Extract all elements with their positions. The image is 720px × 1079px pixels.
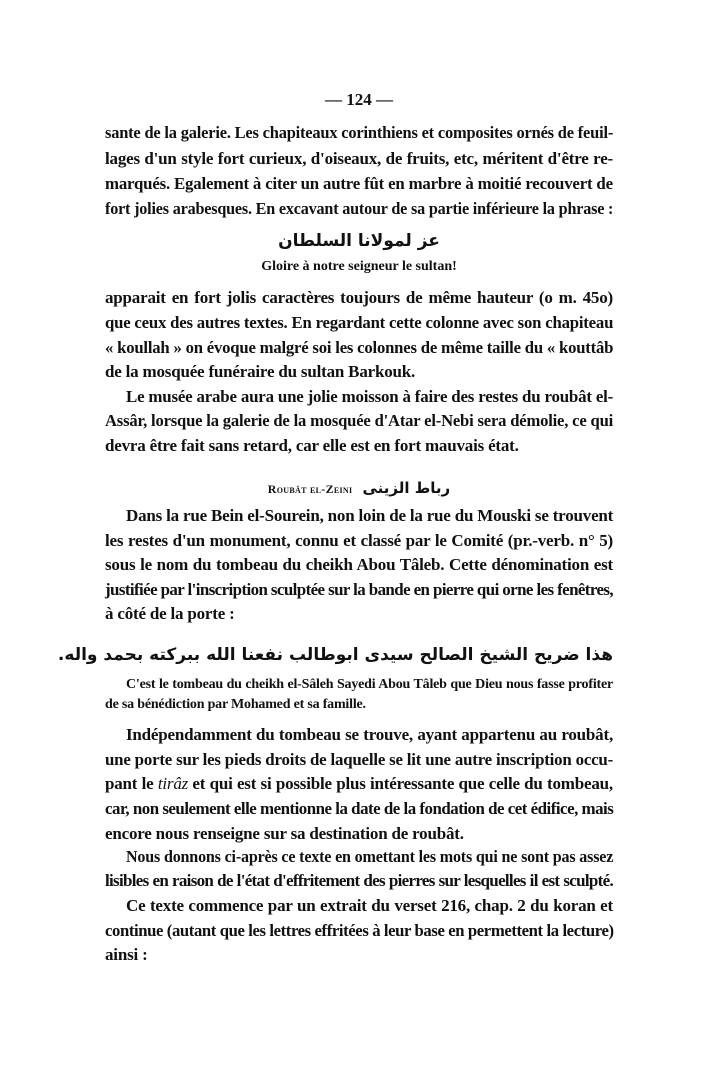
paragraph-3-line-3: devra être fait sans retard, car elle est en fort mauvais état. [105, 436, 519, 455]
italic-term-tiraz: tirâz [157, 774, 189, 793]
paragraph-2-line-4: de la mosquée funéraire du sultan Barkouk. [105, 362, 416, 381]
paragraph-4-line-4: justifiée par l'inscription sculptée sur la bande en pierre qui orne les fenêtres, [105, 580, 614, 599]
paragraph-3-line-2: Assâr, lorsque la galerie de la mosquée d'Atar el-Nebi sera démolie, ce qui [105, 411, 614, 430]
arabic-inscription-1: عز لمولانا السلطان [278, 231, 440, 251]
section-heading-arabic: رباط الزينى [362, 479, 451, 497]
inscription-2-translation-line-1: C'est le tombeau du cheikh el-Sâleh Sayedi Abou Tâleb que Dieu nous fasse profiter [126, 677, 613, 692]
arabic-inscription-2: هذا ضريح الشيخ الصالح سيدى ابوطالب نفعنا الله ببركته بحمد واله. [57, 645, 613, 665]
page-number: — 124 — [325, 90, 393, 109]
paragraph-5-line-3-start: pant le [105, 774, 154, 793]
paragraph-5-line-2: une porte sur les pieds droits de laquelle se lit une autre inscription occu- [105, 750, 613, 769]
paragraph-5-line-1: Indépendamment du tombeau se trouve, ayant appartenu au roubât, [126, 725, 613, 744]
paragraph-3-line-1: Le musée arabe aura une jolie moisson à faire des restes du roubât el- [126, 387, 614, 406]
paragraph-2-line-2: que ceux des autres textes. En regardant cette colonne avec son chapiteau [105, 313, 614, 332]
section-heading [105, 476, 613, 501]
paragraph-4-line-2: les restes d'un monument, connu et classé par le Comité (pr.-verb. n° 5) [105, 531, 613, 550]
paragraph-4-line-3: sous le nom du tombeau du cheikh Abou Tâleb. Cette dénomination est [105, 555, 613, 574]
paragraph-6-line-2: lisibles en raison de l'état d'effritement des pierres sur lesquelles il est sculpté. [105, 871, 613, 890]
paragraph-2-line-3: « koullah » on évoque malgré soi les colonnes de même taille du « kouttâb [105, 338, 614, 357]
paragraph-4-line-1: Dans la rue Bein el-Sourein, non loin de la rue du Mouski se trouvent [126, 506, 614, 525]
section-heading-latin: Roubât el-Zeini [267, 482, 353, 496]
paragraph-4-line-5: à côté de la porte : [105, 604, 235, 623]
inscription-1-translation: Gloire à notre seigneur le sultan! [261, 259, 457, 274]
paragraph-1-line-4: fort jolies arabesques. En excavant autour de sa partie inférieure la phrase : [105, 199, 614, 218]
paragraph-1-line-2: lages d'un style fort curieux, d'oiseaux, de fruits, etc, méritent d'être re- [105, 149, 613, 168]
paragraph-5-line-3 [105, 772, 613, 796]
paragraph-1-line-3: marqués. Egalement à citer un autre fût en marbre à moitié recouvert de [105, 174, 613, 193]
paragraph-2-line-1: apparait en fort jolis caractères toujours de même hauteur (o m. 45o) [105, 288, 613, 307]
inscription-2-translation-line-2: de sa bénédiction par Mohamed et sa famille. [105, 697, 366, 712]
paragraph-5-line-3-end: et qui est si possible plus intéressante que celle du tombeau, [192, 774, 613, 793]
paragraph-5-line-5: encore nous renseigne sur sa destination de roubât. [105, 824, 464, 843]
paragraph-7-line-2: continue (autant que les lettres effritées à leur base en permettent la lecture) [105, 921, 614, 940]
paragraph-7-line-3: ainsi : [105, 945, 148, 964]
paragraph-7-line-1: Ce texte commence par un extrait du verset 216, chap. 2 du koran et [126, 896, 613, 915]
paragraph-1-line-1: sante de la galerie. Les chapiteaux corinthiens et composites ornés de feuil- [105, 123, 614, 142]
paragraph-5-line-4: car, non seulement elle mentionne la date de la fondation de cet édifice, mais [105, 799, 614, 818]
paragraph-6-line-1: Nous donnons ci-après ce texte en omettant les mots qui ne sont pas assez [126, 847, 614, 866]
